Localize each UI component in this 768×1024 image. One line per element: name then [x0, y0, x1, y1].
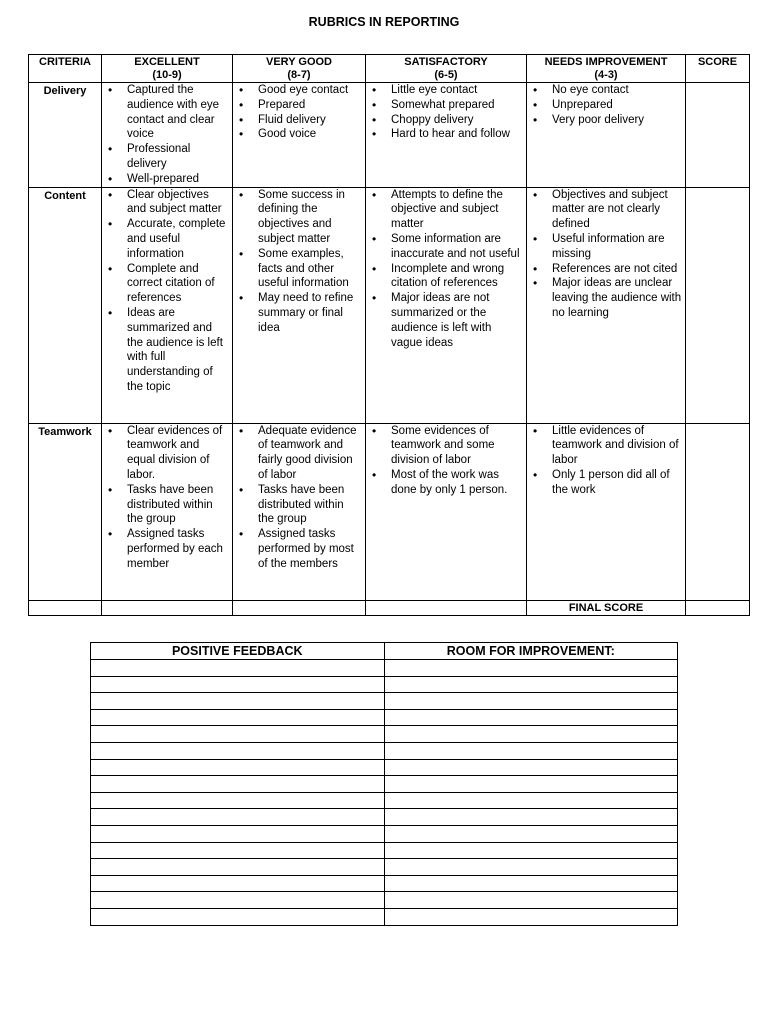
- criteria-bullet: • May need to refine summary or final idea: [236, 291, 362, 335]
- feedback-row: [91, 842, 678, 859]
- blank-cell: [102, 600, 233, 616]
- improvement-field[interactable]: [384, 759, 678, 776]
- criteria-bullet: • References are not cited: [530, 262, 682, 277]
- blank-cell: [29, 600, 102, 616]
- criteria-bullet: • Major ideas are not summarized or the audience is left with vague ideas: [369, 291, 523, 350]
- criteria-bullet: • Somewhat prepared: [369, 98, 523, 113]
- feedback-row: [91, 776, 678, 793]
- rubric-table: [28, 54, 750, 616]
- positive-feedback-field[interactable]: [91, 726, 385, 743]
- rubric-cell: [102, 83, 233, 188]
- criteria-bullet: • Ideas are summarized and the audience is left with full understanding of the topic: [105, 306, 229, 395]
- feedback-row: [91, 709, 678, 726]
- rubric-cell: [102, 423, 233, 600]
- criteria-bullet-list: [236, 188, 362, 336]
- rubric-cell: [366, 83, 527, 188]
- rubric-cell: [366, 423, 527, 600]
- criteria-bullet: • Objectives and subject matter are not clearly defined: [530, 188, 682, 232]
- positive-feedback-field[interactable]: [91, 842, 385, 859]
- header-very-good: VERY GOOD (8-7): [233, 55, 366, 83]
- criteria-label: Teamwork: [29, 423, 102, 600]
- criteria-bullet: • Complete and correct citation of references: [105, 262, 229, 306]
- criteria-bullet: • No eye contact: [530, 83, 682, 98]
- rubric-cell: [233, 423, 366, 600]
- score-field[interactable]: [686, 423, 750, 600]
- criteria-bullet: • Adequate evidence of teamwork and fairly good division of labor: [236, 424, 362, 483]
- positive-feedback-field[interactable]: [91, 660, 385, 677]
- feedback-row: [91, 825, 678, 842]
- positive-feedback-field[interactable]: [91, 859, 385, 876]
- feedback-row: [91, 759, 678, 776]
- improvement-field[interactable]: [384, 875, 678, 892]
- criteria-bullet-list: [369, 83, 523, 142]
- positive-feedback-field[interactable]: [91, 809, 385, 826]
- positive-feedback-field[interactable]: [91, 792, 385, 809]
- improvement-field[interactable]: [384, 892, 678, 909]
- criteria-bullet: • Accurate, complete and useful information: [105, 217, 229, 261]
- rubric-cell: [527, 423, 686, 600]
- feedback-row: [91, 792, 678, 809]
- criteria-bullet-list: [530, 188, 682, 321]
- criteria-bullet: • Tasks have been distributed within the group: [105, 483, 229, 527]
- criteria-bullet: • Assigned tasks performed by most of the members: [236, 527, 362, 571]
- rubric-cell: [233, 83, 366, 188]
- criteria-bullet: • Little eye contact: [369, 83, 523, 98]
- improvement-field[interactable]: [384, 825, 678, 842]
- positive-feedback-field[interactable]: [91, 776, 385, 793]
- positive-feedback-field[interactable]: [91, 908, 385, 925]
- improvement-field[interactable]: [384, 859, 678, 876]
- rubric-cell: [102, 187, 233, 423]
- criteria-bullet: • Clear objectives and subject matter: [105, 188, 229, 218]
- positive-feedback-field[interactable]: [91, 759, 385, 776]
- improvement-field[interactable]: [384, 726, 678, 743]
- criteria-bullet: • Tasks have been distributed within the group: [236, 483, 362, 527]
- rubric-row-delivery: [29, 83, 750, 188]
- positive-feedback-field[interactable]: [91, 709, 385, 726]
- final-score-field[interactable]: [686, 600, 750, 616]
- feedback-table: [90, 642, 678, 926]
- criteria-bullet: • Captured the audience with eye contact and clear voice: [105, 83, 229, 142]
- final-score-row: [29, 600, 750, 616]
- criteria-bullet-list: [105, 83, 229, 187]
- criteria-bullet: • Major ideas are unclear leaving the audience with no learning: [530, 276, 682, 320]
- improvement-field[interactable]: [384, 842, 678, 859]
- criteria-bullet: • Some examples, facts and other useful information: [236, 247, 362, 291]
- positive-feedback-field[interactable]: [91, 825, 385, 842]
- positive-feedback-field[interactable]: [91, 693, 385, 710]
- positive-feedback-header: POSITIVE FEEDBACK: [91, 643, 385, 660]
- header-needs-improvement: NEEDS IMPROVEMENT (4-3): [527, 55, 686, 83]
- improvement-field[interactable]: [384, 660, 678, 677]
- criteria-bullet: • Well-prepared: [105, 172, 229, 187]
- document-title: RUBRICS IN REPORTING: [308, 15, 460, 29]
- criteria-bullet: • Most of the work was done by only 1 person.: [369, 468, 523, 498]
- criteria-bullet: • Assigned tasks performed by each member: [105, 527, 229, 571]
- improvement-field[interactable]: [384, 742, 678, 759]
- improvement-field[interactable]: [384, 908, 678, 925]
- criteria-bullet: • Little evidences of teamwork and division of labor: [530, 424, 682, 468]
- feedback-header-row: [91, 643, 678, 660]
- feedback-row: [91, 726, 678, 743]
- rubric-row-content: [29, 187, 750, 423]
- positive-feedback-field[interactable]: [91, 742, 385, 759]
- criteria-bullet: • Prepared: [236, 98, 362, 113]
- rubric-header-row: [29, 55, 750, 83]
- room-for-improvement-header: ROOM FOR IMPROVEMENT:: [384, 643, 678, 660]
- criteria-bullet: • Unprepared: [530, 98, 682, 113]
- feedback-row: [91, 859, 678, 876]
- feedback-row: [91, 892, 678, 909]
- rubric-cell: [527, 83, 686, 188]
- feedback-row: [91, 693, 678, 710]
- criteria-bullet: • Fluid delivery: [236, 113, 362, 128]
- rubric-cell: [527, 187, 686, 423]
- feedback-row: [91, 660, 678, 677]
- criteria-label: Delivery: [29, 83, 102, 188]
- criteria-bullet: • Attempts to define the objective and subject matter: [369, 188, 523, 232]
- positive-feedback-field[interactable]: [91, 676, 385, 693]
- criteria-bullet: • Clear evidences of teamwork and equal division of labor.: [105, 424, 229, 483]
- improvement-field[interactable]: [384, 792, 678, 809]
- criteria-bullet-list: [369, 188, 523, 351]
- rubric-row-teamwork: [29, 423, 750, 600]
- improvement-field[interactable]: [384, 693, 678, 710]
- criteria-bullet: • Some evidences of teamwork and some division of labor: [369, 424, 523, 468]
- score-field[interactable]: [686, 83, 750, 188]
- score-field[interactable]: [686, 187, 750, 423]
- criteria-bullet: • Hard to hear and follow: [369, 127, 523, 142]
- criteria-bullet-list: [530, 83, 682, 127]
- criteria-bullet: • Professional delivery: [105, 142, 229, 172]
- blank-cell: [233, 600, 366, 616]
- feedback-row: [91, 875, 678, 892]
- header-criteria: CRITERIA: [29, 55, 102, 83]
- feedback-row: [91, 676, 678, 693]
- improvement-field[interactable]: [384, 676, 678, 693]
- criteria-bullet: • Good voice: [236, 127, 362, 142]
- header-satisfactory: SATISFACTORY (6-5): [366, 55, 527, 83]
- criteria-bullet: • Choppy delivery: [369, 113, 523, 128]
- positive-feedback-field[interactable]: [91, 875, 385, 892]
- final-score-label: FINAL SCORE: [527, 600, 686, 616]
- criteria-bullet: • Very poor delivery: [530, 113, 682, 128]
- criteria-bullet: • Some information are inaccurate and not useful: [369, 232, 523, 262]
- criteria-bullet: • Only 1 person did all of the work: [530, 468, 682, 498]
- criteria-bullet-list: [369, 424, 523, 498]
- criteria-bullet-list: [236, 424, 362, 572]
- header-excellent: EXCELLENT (10-9): [102, 55, 233, 83]
- criteria-bullet-list: [530, 424, 682, 498]
- improvement-field[interactable]: [384, 709, 678, 726]
- feedback-row: [91, 742, 678, 759]
- criteria-bullet-list: [105, 188, 229, 395]
- header-score: SCORE: [686, 55, 750, 83]
- criteria-bullet: • Incomplete and wrong citation of references: [369, 262, 523, 292]
- feedback-row: [91, 908, 678, 925]
- feedback-row: [91, 809, 678, 826]
- criteria-label: Content: [29, 187, 102, 423]
- positive-feedback-field[interactable]: [91, 892, 385, 909]
- criteria-bullet: • Good eye contact: [236, 83, 362, 98]
- blank-cell: [366, 600, 527, 616]
- criteria-bullet-list: [105, 424, 229, 572]
- rubric-cell: [233, 187, 366, 423]
- improvement-field[interactable]: [384, 809, 678, 826]
- criteria-bullet: • Useful information are missing: [530, 232, 682, 262]
- criteria-bullet-list: [236, 83, 362, 142]
- rubric-cell: [366, 187, 527, 423]
- criteria-bullet: • Some success in defining the objectives and subject matter: [236, 188, 362, 247]
- improvement-field[interactable]: [384, 776, 678, 793]
